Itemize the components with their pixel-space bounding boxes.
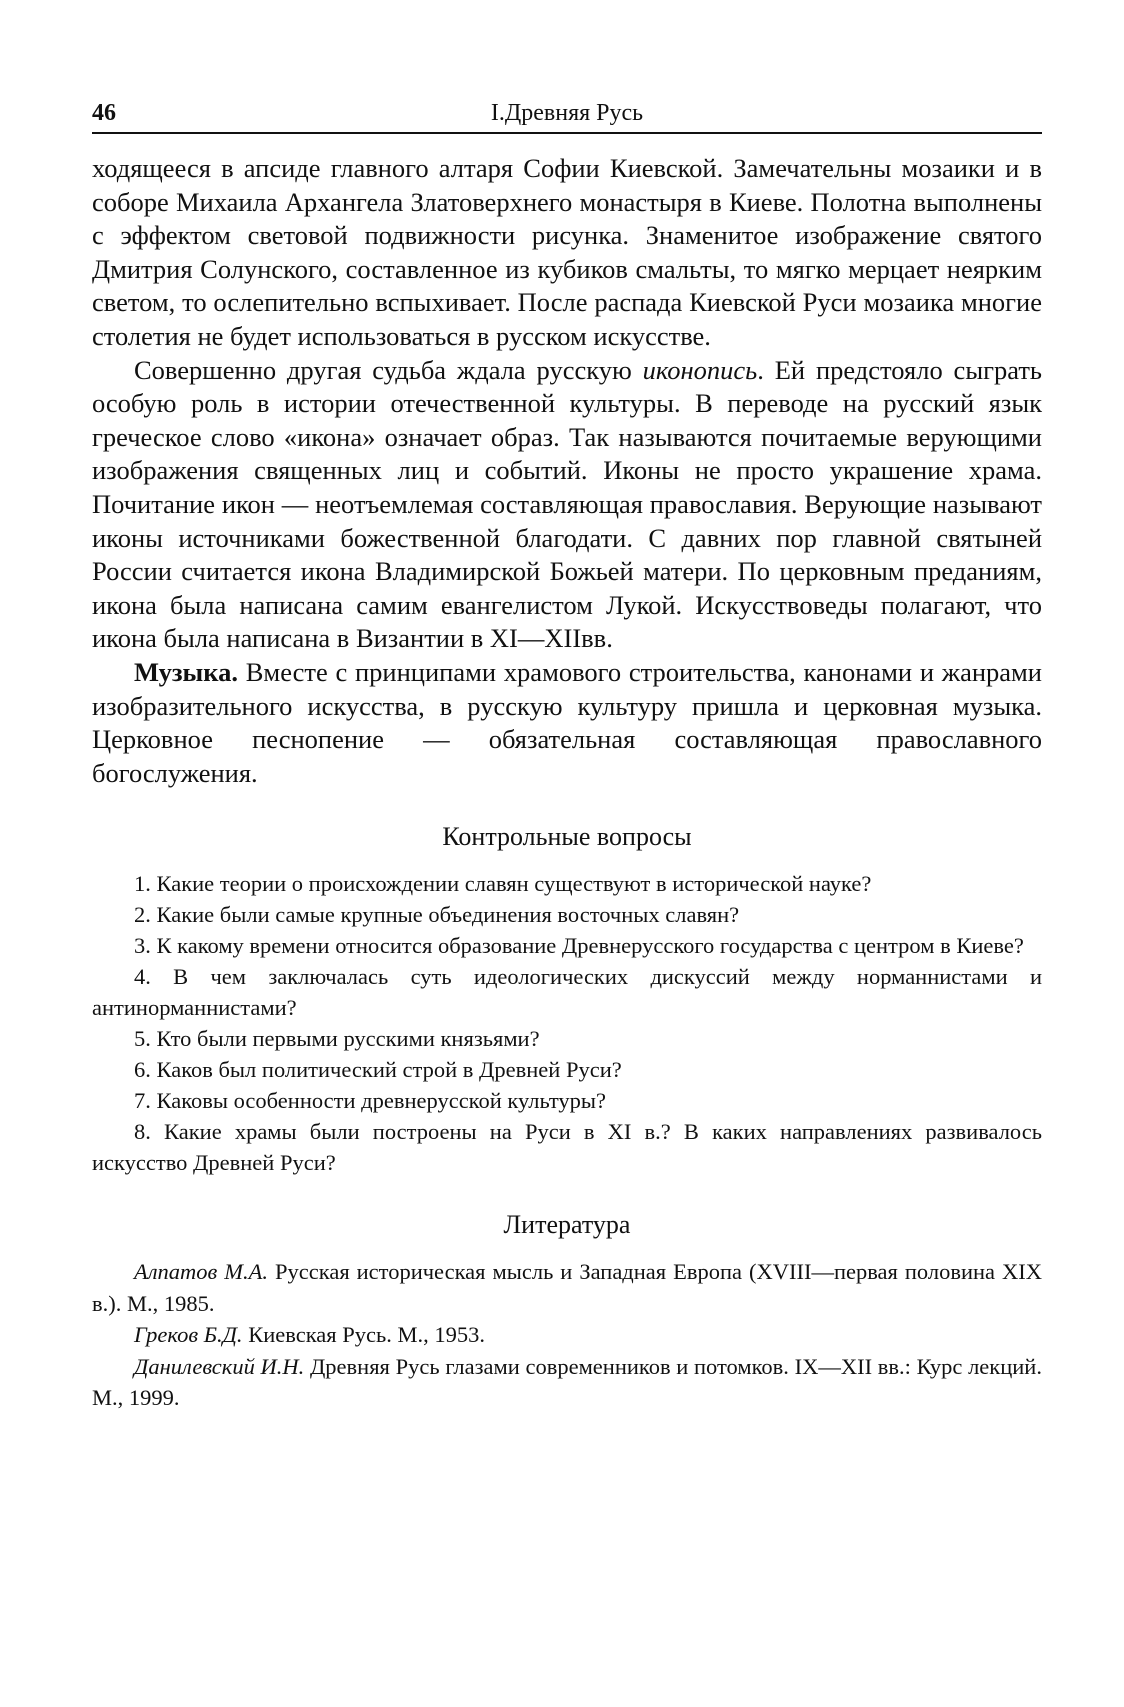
paragraph-music (92, 656, 1042, 790)
literature-author: Алпатов М.А. (134, 1259, 269, 1285)
literature-item (92, 1351, 1042, 1414)
paragraph-lead: Музыка. (134, 656, 238, 687)
paragraph-text: . Ей предстояло сыграть особую роль в истории отечественной культуры. В переводе на русский язык греческое слово «икона» означает образ. Так называются почитаемые верующими изображения священных лиц и событий. Иконы не просто украшение храма. Почитание икон — неотъемлемая составляющая православия. Верующие называют иконы источниками божественной благодати. С давних пор главной святыней России считается икона Владимирской Божьей матери. По церковным преданиям, икона была написана самим евангелистом Лукой. Искусствоведы полагают, что икона была написана в Византии в XI—XIIвв. (92, 354, 1042, 654)
question-item: 3. К какому времени относится образование Древнерусского государства с центром в Киеве? (134, 933, 1024, 959)
paragraph-mosaics: ходящееся в апсиде главного алтаря Софии Киевской. Замечательны мозаики и в соборе Михаила Архангела Златоверхнего монастыря в Киеве. Полотна выполнены с эффектом световой подвижности рисунка. Знаменитое изображение святого Дмитрия Солунского, составленное из кубиков смальты, то мягко мерцает неярким светом, то ослепительно вспыхивает. После распада Киевской Руси мозаика многие столетия не будет использоваться в русском искусстве. (92, 153, 1042, 351)
literature-item (92, 1319, 1042, 1351)
literature-title: Древняя Русь глазами современников и потомков. IX—XII вв.: Курс лекций. М., 1999. (92, 1353, 1042, 1411)
running-title: I.Древняя Русь (490, 100, 644, 126)
question-item: 4. В чем заключалась суть идеологических дискуссий между норманнистами и антинорманнистами? (92, 964, 1042, 1021)
question-item: 8. Какие храмы были построены на Руси в XI в.? В каких направлениях развивалось искусство Древней Руси? (92, 1119, 1042, 1176)
question-item: 7. Каковы особенности древнерусской культуры? (134, 1088, 607, 1114)
paragraph-text: Совершенно другая судьба ждала русскую (134, 354, 643, 385)
question-item: 6. Каков был политический строй в Древней Руси? (134, 1057, 622, 1083)
question-item: 1. Какие теории о происхождении славян существуют в исторической науке? (134, 871, 872, 897)
page-number: 46 (92, 100, 116, 126)
literature-title: Киевская Русь. М., 1953. (242, 1322, 486, 1348)
literature-author: Данилевский И.Н. (134, 1353, 305, 1379)
questions-list (92, 868, 1042, 1178)
paragraph-icon-painting (92, 354, 1042, 656)
literature-title: Русская историческая мысль и Западная Европа (XVIII—первая половина XIX в.). М., 1985. (92, 1259, 1042, 1316)
question-item: 2. Какие были самые крупные объединения восточных славян? (134, 902, 740, 928)
paragraph-text: Вместе с принципами храмового строительства, канонами и жанрами изобразительного искусства, в русскую культуру пришла и церковная музыка. Церковное песнопение — обязательная составляющая православного богослужения. (92, 656, 1042, 788)
literature-author: Греков Б.Д. (134, 1322, 243, 1348)
question-item: 5. Кто были первыми русскими князьями? (134, 1026, 540, 1052)
term-iconopis: иконопись (642, 354, 758, 385)
header-rule (92, 132, 1042, 134)
questions-heading: Контрольные вопросы (442, 822, 692, 852)
literature-list (92, 1256, 1042, 1414)
book-page (92, 92, 1042, 1414)
page-header (92, 92, 1042, 132)
literature-heading: Литература (503, 1210, 631, 1240)
literature-item (92, 1256, 1042, 1319)
